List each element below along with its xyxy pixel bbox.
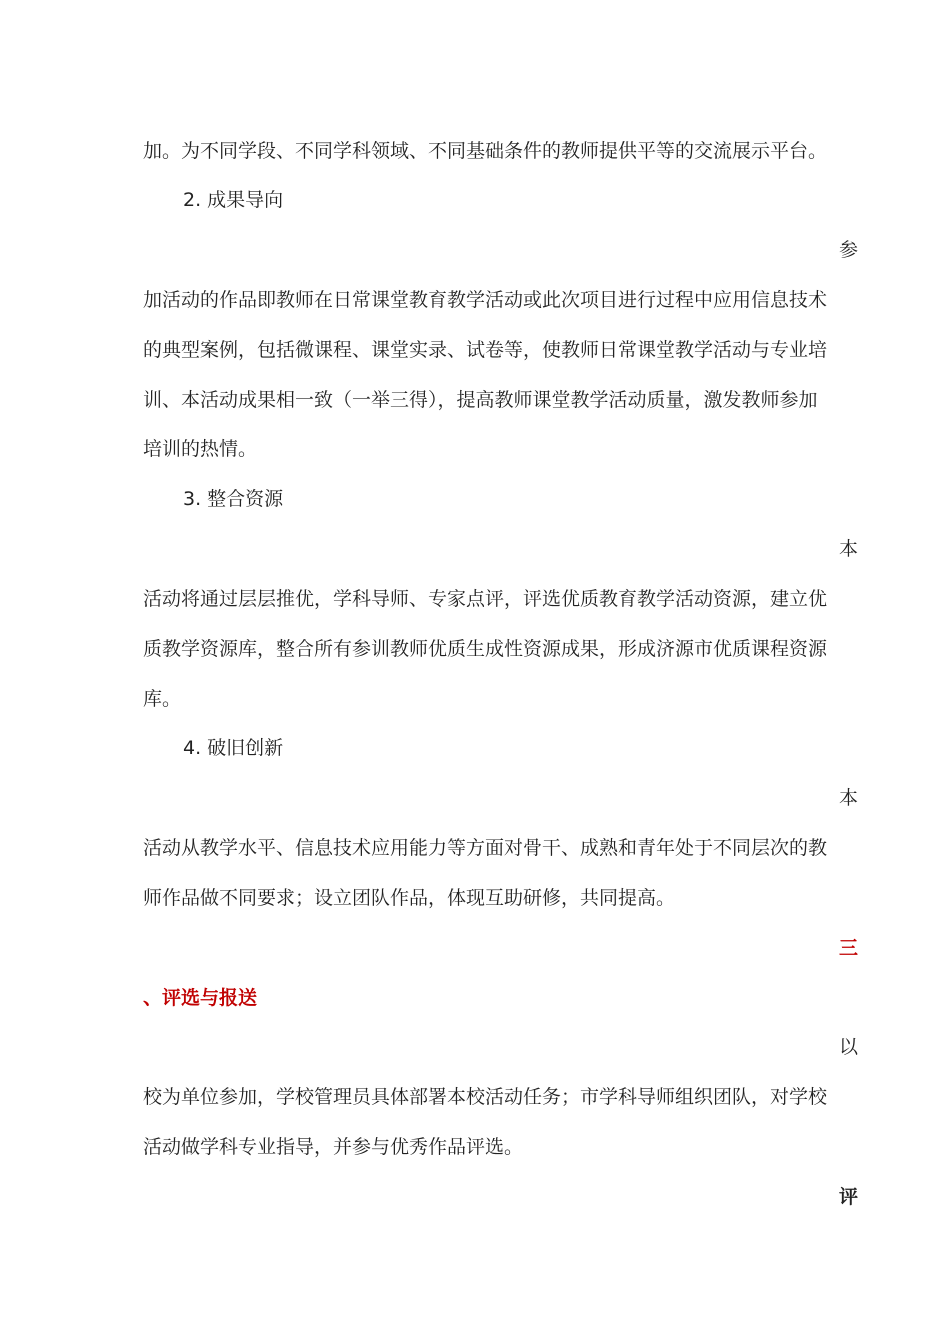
paragraph-line: 培训的热情。 [143,438,258,460]
paragraph-line: 校为单位参加，学校管理员具体部署本校活动任务；市学科导师组织团队，对学校 [143,1086,828,1108]
paragraph-start-char: 参 [838,239,858,261]
paragraph-line: 的典型案例，包括微课程、课堂实录、试卷等，使教师日常课堂教学活动与专业培 [143,339,828,361]
paragraph-line: 活动将通过层层推优，学科导师、专家点评，评选优质教育教学活动资源，建立优 [143,588,828,610]
paragraph-line: 加。为不同学段、不同学科领域、不同基础条件的教师提供平等的交流展示平台。 [143,140,828,162]
paragraph-start-char: 本 [838,787,858,809]
paragraph-line: 训、本活动成果相一致（一举三得），提高教师课堂教学活动质量，激发教师参加 [143,389,818,411]
paragraph-start-char: 以 [838,1036,858,1058]
paragraph-line: 库。 [143,688,182,710]
paragraph-line: 活动从教学水平、信息技术应用能力等方面对骨干、成熟和青年处于不同层次的教 [143,837,828,859]
item-heading-results: 2. 成果导向 [183,189,284,211]
paragraph-line: 活动做学科专业指导，并参与优秀作品评选。 [143,1136,524,1158]
paragraph-line: 加活动的作品即教师在日常课堂教育教学活动或此次项目进行过程中应用信息技术 [143,289,828,311]
section-heading-number: 三 [838,937,858,959]
paragraph-line: 师作品做不同要求；设立团队作品，体现互助研修，共同提高。 [143,887,676,909]
paragraph-line: 质教学资源库，整合所有参训教师优质生成性资源成果，形成济源市优质课程资源 [143,638,828,660]
paragraph-start-char: 本 [838,538,858,560]
item-heading-innovation: 4. 破旧创新 [183,737,284,759]
paragraph-start-char: 评 [838,1186,858,1208]
section-heading-title: 、评选与报送 [143,987,258,1009]
item-heading-resources: 3. 整合资源 [183,488,284,510]
